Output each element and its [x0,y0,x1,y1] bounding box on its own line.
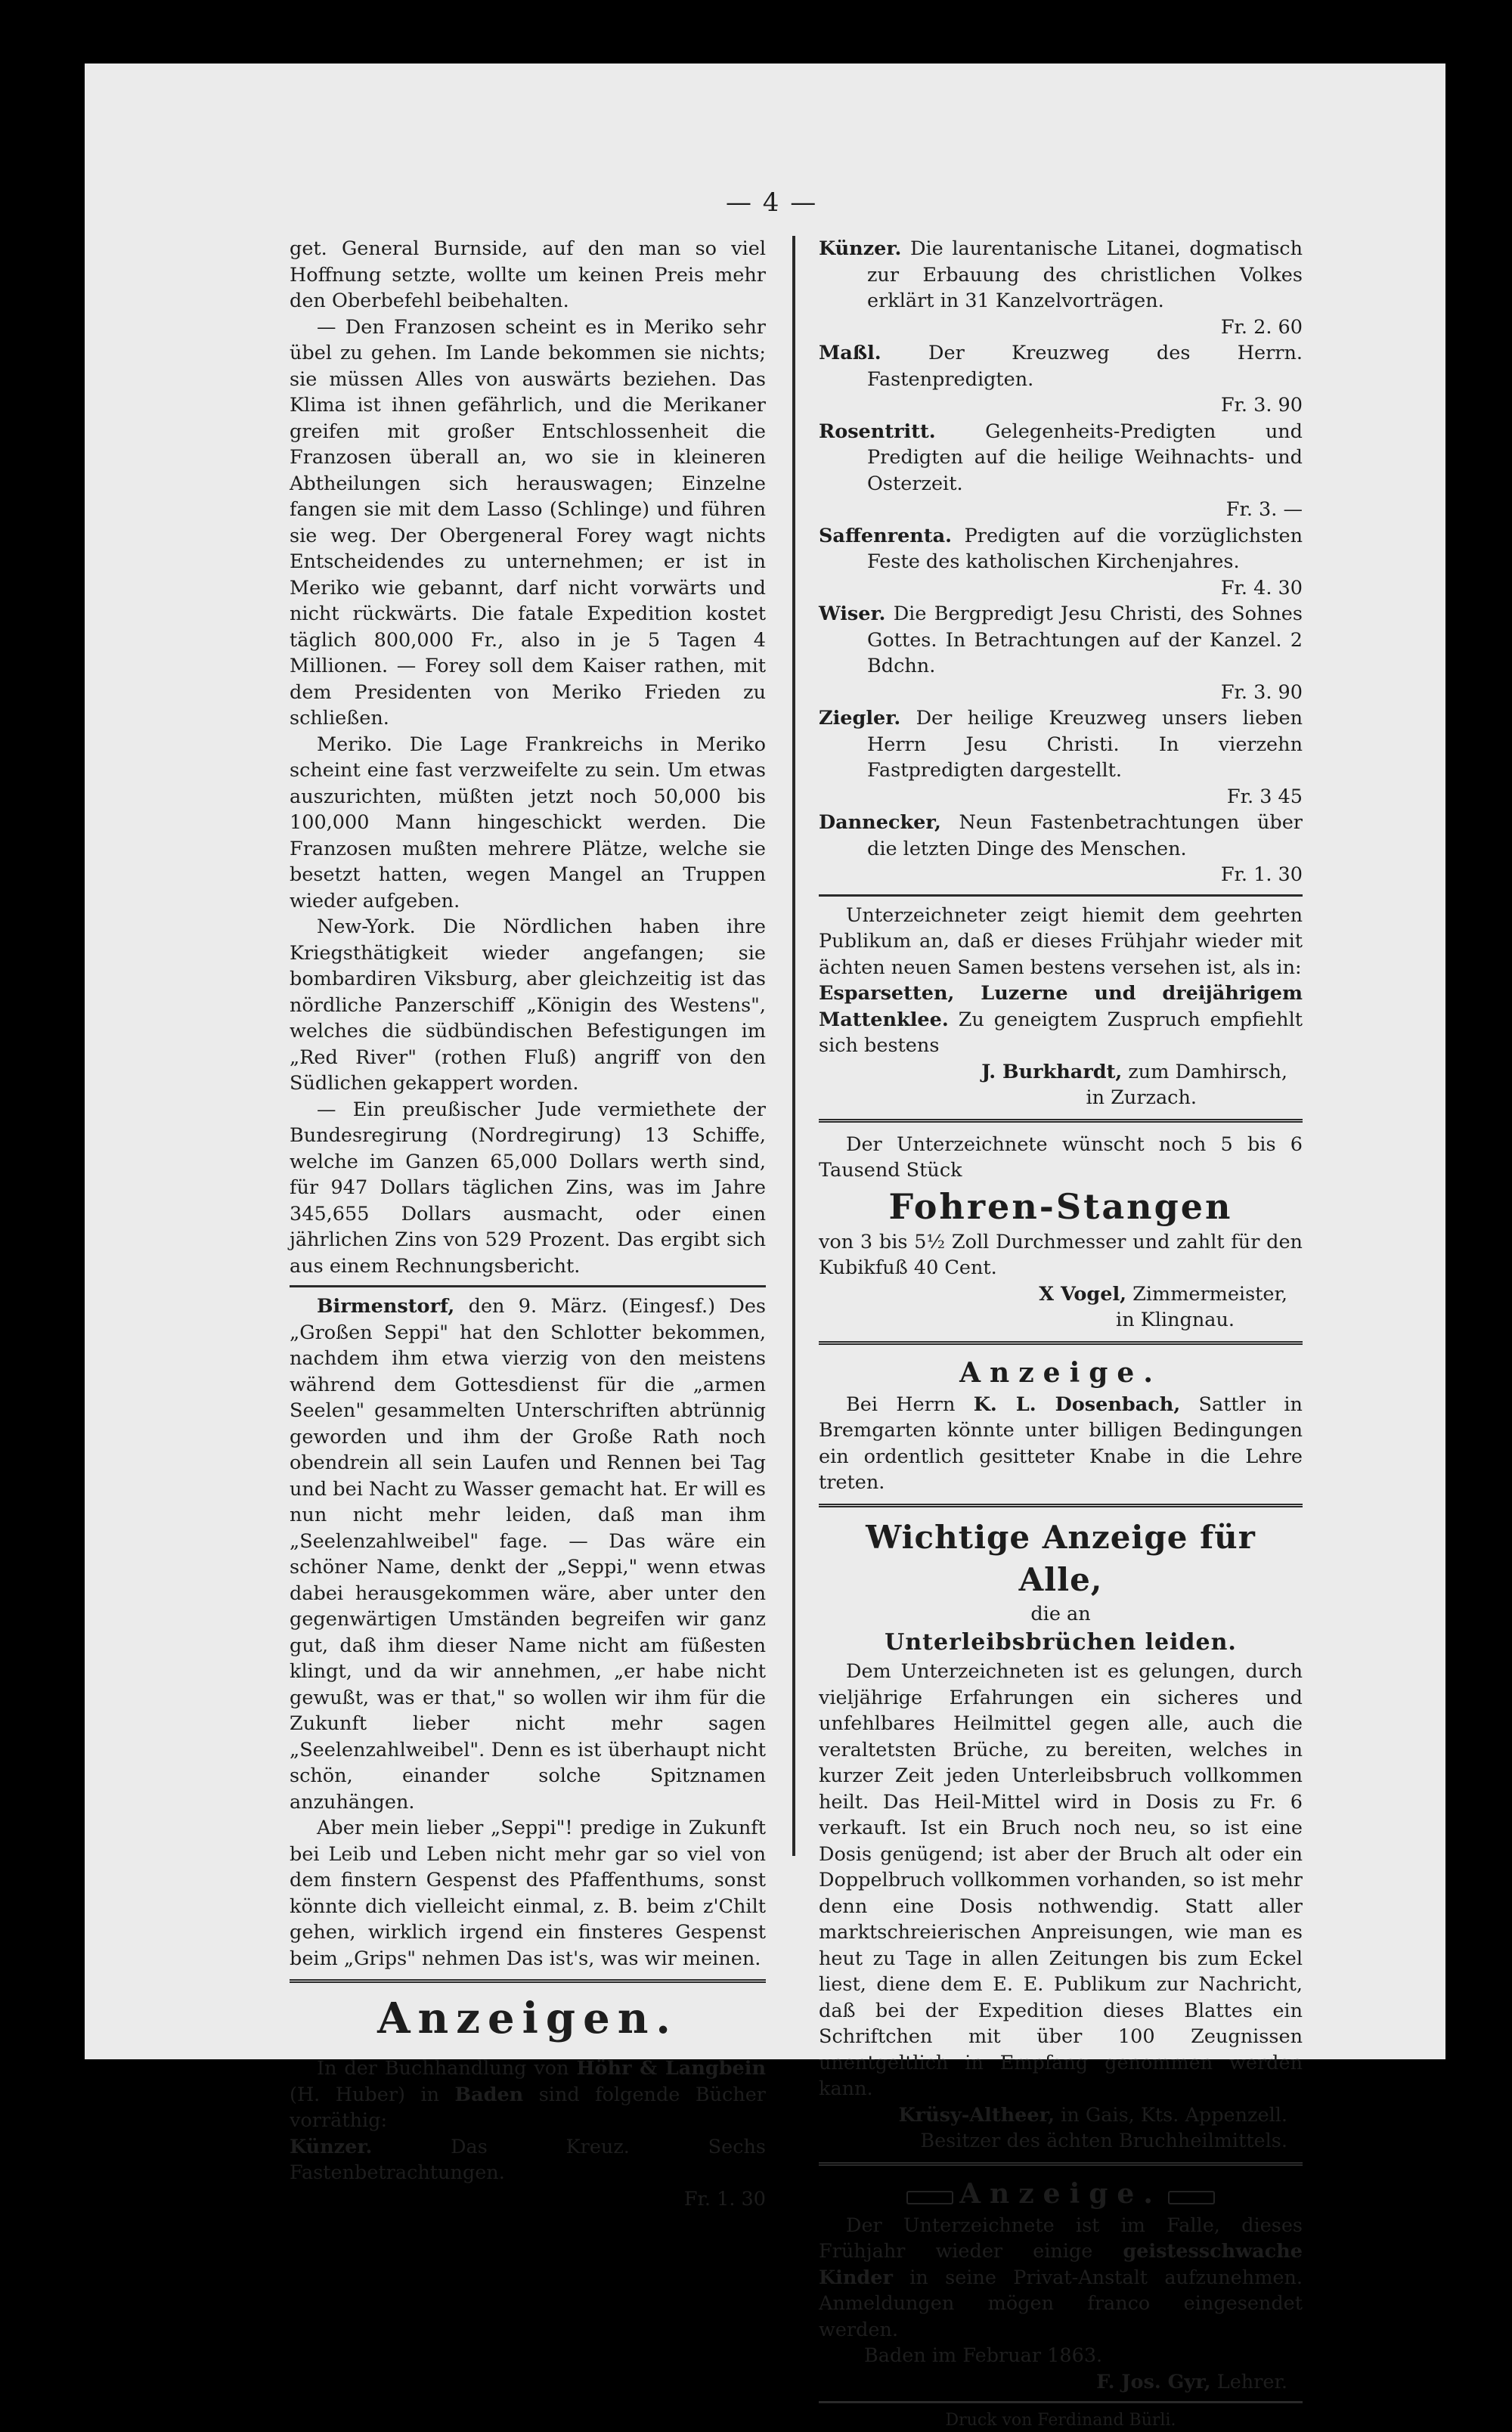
ad-samen-signature: J. Burkhardt, zum Damhirsch, [981,1060,1287,1083]
left-column [290,236,766,2212]
ad-bruch-heading: Wichtige Anzeige für Alle, [866,1518,1256,1598]
book-price: Fr. 3 45 [1226,785,1303,808]
place-name: Birmenstorf, [317,1295,455,1318]
book-price: Fr. 3. — [1225,498,1303,521]
paragraph-new-york: New-York. Die Nördlichen haben ihre Kriegsthätigkeit wieder angefangen; sie bombardiren Viksburg, aber gleichzeitig ist das nördliche Panzerschiff „Königin des Westens", welches die südbündischen Befestigungen im „Red River" (rothen Fluß) angriff von den Südlichen gekappert worden. [290,915,766,1095]
ad-lehre-text: Bei Herrn K. L. Dosenbach, Sattler in Bremgarten könnte unter billigen Bedingungen ein ordentlich gesitteter Knabe in die Lehre treten. [819,1393,1303,1494]
divider-double [819,2162,1303,2166]
divider-double [819,1341,1303,1345]
divider-double [819,1504,1303,1507]
book-listing: Künzer. Das Kreuz. Sechs Fastenbetrachtungen. [290,2135,766,2184]
ad-kinder-heading: Anzeige. [959,2177,1162,2210]
ad-bruch-text: Dem Unterzeichneten ist es gelungen, durch vieljährige Erfahrungen ein sicheres und unfehlbares Heilmittel gegen alle, auch die veraltetsten Brüche, zu bereiten, welches in kurzer Zeit jeden Unterleibsbruch vollkommen heilt. Das Heil-Mittel wird in Dosis zu Fr. 6 verkauft. Ist ein Bruch noch neu, so ist eine Dosis genügend; ist aber der Bruch alt oder ein Doppelbruch vollkommen vorhanden, so ist mehr denn eine Dosis nothwendig. Statt aller marktschreierischen Anpreisungen, wie man es heut zu Tage in allen Zeitungen bis zum Eckel liest, diene dem E. E. Publikum zur Nachricht, daß bei der Expedition dieses Blattes ein Schriftchen mit über 100 Zeugnissen unentgeltlich in Empfang genommen werden kann. [819,1660,1303,2100]
book-author: Künzer. [819,237,902,260]
book-price: Fr. 3. 90 [1220,680,1303,704]
ad-samen-items: Esparsetten, Luzerne und dreijährigem Mattenklee. Zu geneigtem Zuspruch empfiehlt sich bestens [819,982,1303,1057]
book-author: Dannecker, [819,811,941,834]
paragraph-buchhandlung: In der Buchhandlung von Höhr & Langbein (H. Huber) in Baden sind folgende Bücher vorräthig: [290,2057,767,2132]
ad-stangen-place: in Klingnau. [1116,1309,1235,1331]
ad-kinder-heading-row [819,2175,1303,2213]
ad-stangen-signature: X Vogel, Zimmermeister, [1039,1282,1287,1306]
ad-bruch-sub: die an [1030,1602,1091,1625]
ad-kinder-date: Baden im Februar 1863. [864,2344,1103,2367]
ad-bruch-heading2: Unterleibsbrüchen leiden. [885,1629,1237,1656]
book-price: Fr. 2. 60 [1220,315,1303,339]
paragraph-franzosen-meriko: — Den Franzosen scheint es in Meriko sehr übel zu gehen. Im Lande bekommen sie nichts; sie müssen Alles von auswärts beziehen. Das Klima ist ihnen gefährlich, und die Merikaner greifen mit großer Entschlossenheit die Franzosen überall an, wo sie in kleineren Abtheilungen sich herauswagen; Einzelne fangen sie mit dem Lasso (Schlinge) und führen sie weg. Der Obergeneral Forey wagt nichts Entscheidendes zu unternehmen; er ist in Meriko wie gebannt, darf nicht vorwärts und nicht rückwärts. Die fatale Expedition kostet täglich 800,000 Fr., also in je 5 Tagen 4 Millionen. — Forey soll dem Kaiser rathen, mit dem Presidenten von Meriko Frieden zu schließen. [290,315,766,730]
ad-kinder-text: Der Unterzeichnete ist im Falle, dieses Frühjahr wieder einige geistesschwache Kinder in seine Privat-Anstalt aufzunehmen. Anmeldungen mögen franco eingesendet werden. [819,2214,1303,2341]
book-author: Maßl. [819,342,881,364]
right-column [819,236,1303,2432]
ad-samen-text: Unterzeichneter zeigt hiemit dem geehrten Publikum an, daß er dieses Frühjahr wieder mit ächten neuen Samen bestens versehen ist, als in: [819,903,1303,979]
divider-double [819,1119,1303,1123]
book-list [819,236,1303,888]
pointing-hand-icon [906,2191,953,2204]
printer-imprint: Druck von Ferdinand Bürli. [945,2411,1176,2430]
book-author: Wiser. [819,603,886,625]
divider [819,2401,1303,2403]
ad-stangen-text: Der Unterzeichnete wünscht noch 5 bis 6 Tausend Stück [819,1132,1303,1182]
paragraph-birmenstorf: Birmenstorf, den 9. März. (Eingesf.) Des „Großen Seppi" hat den Schlotter bekommen, nachdem ihm etwa vierzig von den meistens während dem Gottesdienst für die „armen Seelen" gesammelten Unterschriften abtrünnig geworden und ihm der Große Rath noch obendrein all sein Laufen und Rennen bei Tag und bei Nacht zu Wasser gemacht hat. Er will es nun nicht mehr leiden, daß man ihm „Seelenzahlweibel" fage. — Das wäre ein schöner Name, denkt der „Seppi," wenn etwas dabei herausgekommen wäre, aber unter den gegenwärtigen Umständen begreifen wir ganz gut, daß ihm dieser Name nicht am füßesten klingt, und da wir annehmen, „er habe nicht gewußt, was er that," so wollen wir ihm für die Zukunft lieber nicht mehr sagen „Seelenzahlweibel". Denn es ist überhaupt nicht schön, einander solche Spitznamen anzuhängen. [290,1295,766,1814]
book-title: Predigten auf die vorzüglichsten Feste des katholischen Kirchenjahres. [867,524,1303,573]
book-entry [819,340,1303,392]
book-title: Der Kreuzweg des Herrn. Fastenpredigten. [867,342,1303,391]
ad-stangen-heading: Fohren-Stangen [888,1185,1233,1227]
ad-stangen-text2: von 3 bis 5½ Zoll Durchmesser und zahlt für den Kubikfuß 40 Cent. [819,1230,1303,1279]
book-title: Neun Fastenbetrachtungen über die letzten Dinge des Menschen. [867,811,1303,860]
book-entry [819,705,1303,784]
book-entry [819,523,1303,575]
book-title: Der heilige Kreuzweg unsers lieben Herrn Jesu Christi. In vierzehn Fastpredigten dargestellt. [867,707,1303,782]
column-divider [792,236,795,1856]
anzeigen-heading: Anzeigen. [377,1994,678,2043]
paragraph-burnside: get. General Burnside, auf den man so viel Hoffnung setzte, wollte um keinen Preis mehr den Oberbefehl beibehalten. [290,237,766,312]
pointing-hand-icon [1168,2191,1215,2204]
book-entry [819,601,1303,680]
book-entry [819,419,1303,497]
paragraph-meriko: Meriko. Die Lage Frankreichs in Meriko scheint eine fast verzweifelte zu sein. Um etwas auszurichten, müßten jetzt noch 50,000 bis 100,000 Mann hingeschickt werden. Die Franzosen mußten mehrere Plätze, welche sie besetzt hatten, wegen Mangel an Truppen wieder aufgeben. [290,733,766,912]
divider [819,894,1303,897]
book-price: Fr. 3. 90 [1220,394,1303,417]
book-author: Saffenrenta. [819,524,953,547]
book-author: Ziegler. [819,707,901,730]
ad-lehre-heading: Anzeige. [959,1356,1162,1389]
ad-samen-place: in Zurzach. [1086,1086,1197,1109]
divider [290,1285,766,1287]
divider-double [290,1979,766,1983]
ad-bruch-signature: Krüsy-Altheer, in Gais, Kts. Appenzell. [898,2103,1287,2127]
page-number: — 4 — [726,187,818,218]
book-title: Die Bergpredigt Jesu Christi, des Sohnes Gottes. In Betrachtungen auf der Kanzel. 2 Bdchn. [867,603,1303,677]
ad-kinder-signature: F. Jos. Gyr, Lehrer. [1096,2370,1287,2393]
book-price: Fr. 1. 30 [683,2187,766,2210]
book-price: Fr. 1. 30 [1220,863,1303,886]
book-title: Gelegenheits-Predigten und Predigten auf die heilige Weihnachts- und Osterzeit. [867,420,1303,495]
ad-bruch-role: Besitzer des ächten Bruchheilmittels. [920,2130,1287,2152]
paragraph-jude-schiffe: — Ein preußischer Jude vermiethete der Bundesregirung (Nordregirung) 13 Schiffe, welche im Ganzen 65,000 Dollars werth sind, für 947 Dollars täglichen Zins, was im Jahre 345,655 Dollars ausmacht, oder einen jährlichen Zins von 529 Prozent. Das ergibt sich aus einem Rechnungsbericht. [290,1098,766,1278]
book-entry [819,810,1303,862]
paragraph-seppi: Aber mein lieber „Seppi"! predige in Zukunft bei Leib und Leben nicht mehr gar so viel von dem finstern Gespenst des Pfaffenthums, sonst könnte dich vielleicht einmal, z. B. beim z'Chilt gehen, wirklich irgend ein finsteres Gespenst beim „Grips" nehmen Das ist's, was wir meinen. [290,1817,766,1970]
book-author: Rosentritt. [819,420,936,443]
book-price: Fr. 4. 30 [1220,576,1303,599]
book-title: Die laurentanische Litanei, dogmatisch zur Erbauung des christlichen Volkes erklärt in 31 Kanzelvorträgen. [867,237,1303,312]
book-entry [819,236,1303,314]
